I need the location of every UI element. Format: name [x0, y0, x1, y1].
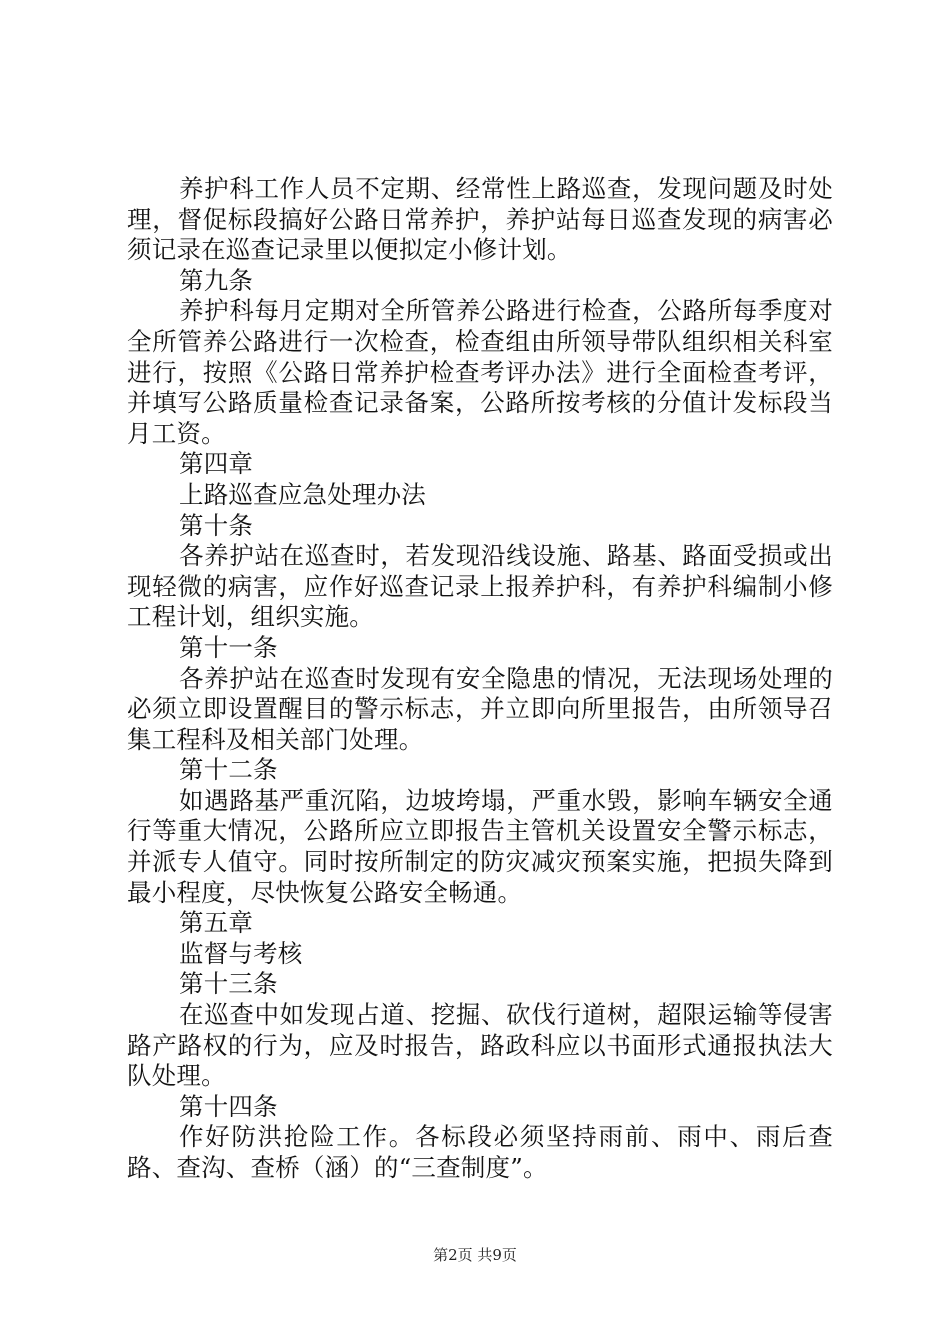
chapter-heading-5: 第五章	[179, 908, 254, 938]
paragraph-monthly-inspection: 养护科每月定期对全所管养公路进行检查，公路所每季度对全所管养公路进行一次检查，检查组由所领导带队组织相关科室进行，按照《公路日常养护检查考评办法》进行全面检查考评，并填写公路质量检查记录备案，公路所按考核的分值计发标段当月工资。	[127, 296, 833, 448]
article-heading-13: 第十三条	[179, 969, 278, 999]
chapter-title-4: 上路巡查应急处理办法	[179, 479, 426, 509]
article-heading-12: 第十二条	[179, 755, 278, 785]
article-heading-10: 第十条	[179, 510, 254, 540]
paragraph-minor-damage: 各养护站在巡查时，若发现沿线设施、路基、路面受损或出现轻微的病害，应作好巡查记录上报养护科，有养护科编制小修工程计划，组织实施。	[127, 541, 833, 632]
chapter-heading-4: 第四章	[179, 449, 254, 479]
page-number: 第2页 共9页	[433, 1246, 517, 1264]
paragraph-patrol-duty: 养护科工作人员不定期、经常性上路巡查，发现问题及时处理，督促标段搞好公路日常养护，养护站每日巡查发现的病害必须记录在巡查记录里以便拟定小修计划。	[127, 174, 833, 265]
chapter-title-5: 监督与考核	[179, 938, 303, 968]
document-body	[127, 174, 833, 1184]
article-heading-11: 第十一条	[179, 632, 278, 662]
paragraph-road-encroachment: 在巡查中如发现占道、挖掘、砍伐行道树，超限运输等侵害路产路权的行为，应及时报告，路政科应以书面形式通报执法大队处理。	[127, 1000, 833, 1091]
article-heading-9: 第九条	[179, 265, 254, 295]
article-heading-14: 第十四条	[179, 1091, 278, 1121]
page-footer	[0, 1244, 950, 1265]
paragraph-major-incident: 如遇路基严重沉陷，边坡垮塌，严重水毁，影响车辆安全通行等重大情况，公路所应立即报告主管机关设置安全警示标志，并派专人值守。同时按所制定的防灾减灾预案实施，把损失降到最小程度，尽快恢复公路安全畅通。	[127, 785, 833, 907]
paragraph-flood-control: 作好防洪抢险工作。各标段必须坚持雨前、雨中、雨后查路、查沟、查桥（涵）的“三查制度”。	[127, 1122, 833, 1182]
paragraph-safety-hazard: 各养护站在巡查时发现有安全隐患的情况，无法现场处理的必须立即设置醒目的警示标志，并立即向所里报告，由所领导召集工程科及相关部门处理。	[127, 663, 833, 754]
